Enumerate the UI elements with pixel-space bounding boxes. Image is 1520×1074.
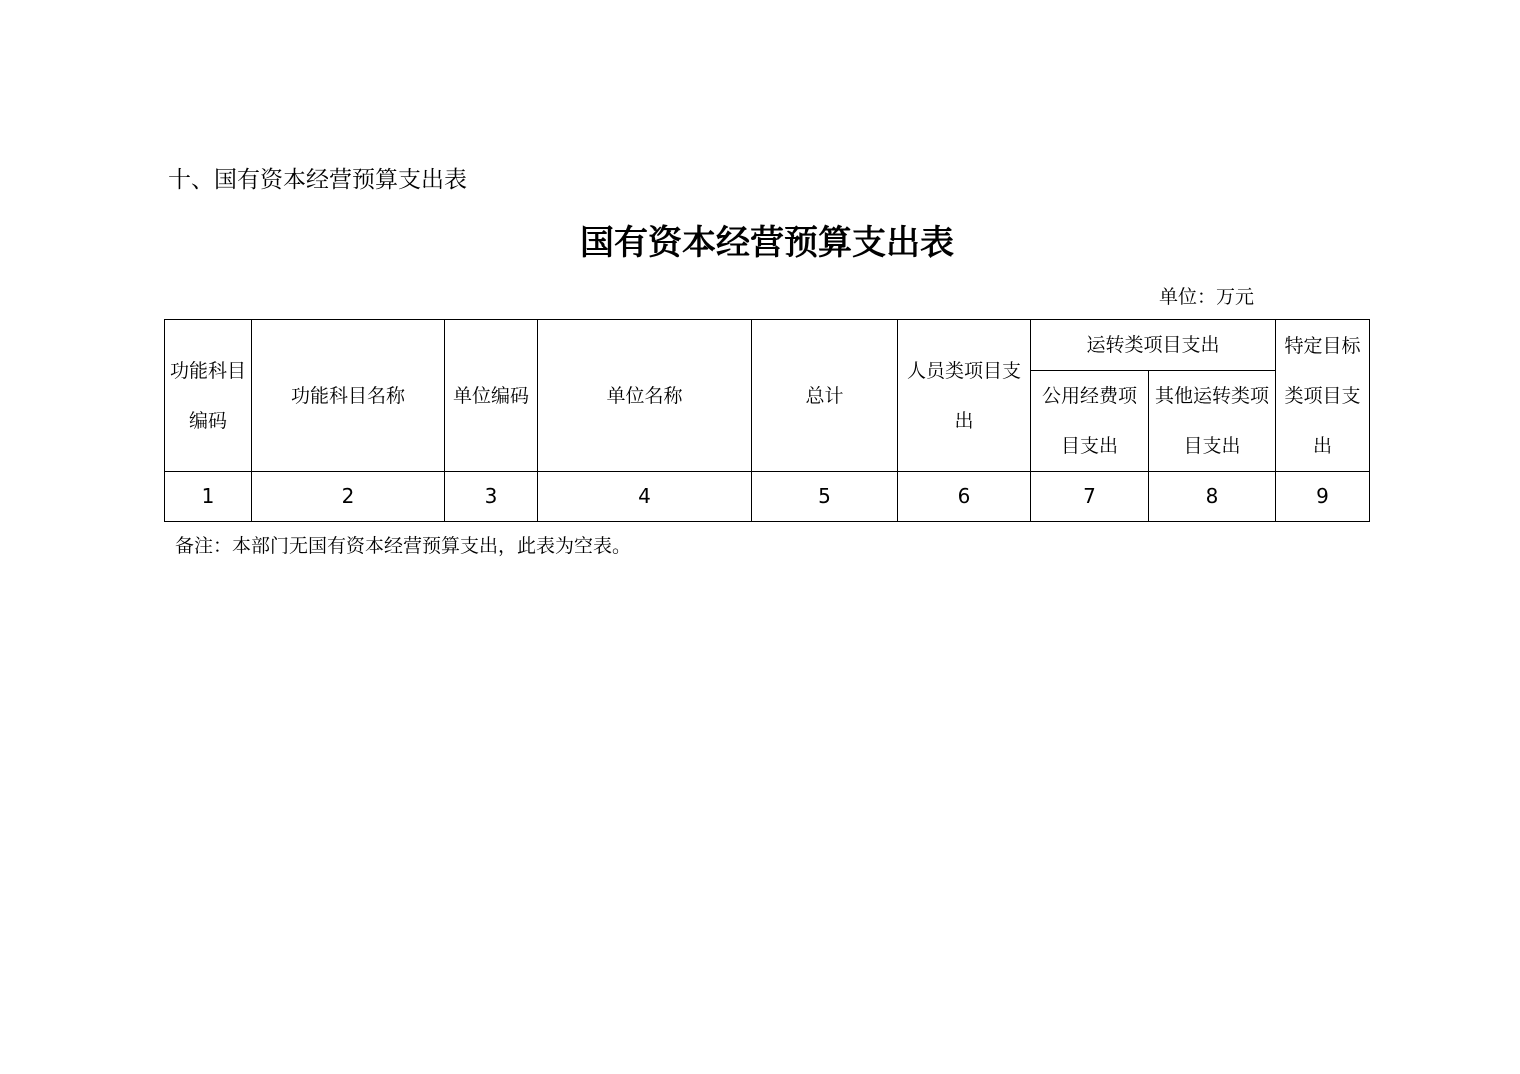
unit-label: 单位：万元 [1159,286,1255,308]
column-number-row [165,472,1370,522]
header-operating: 运转类项目支出 [1031,320,1276,371]
header-func-code: 功能科目编码 [165,320,252,472]
column-number: 3 [445,472,538,522]
table-note: 备注：本部门无国有资本经营预算支出，此表为空表。 [175,535,632,557]
column-number: 8 [1149,472,1276,522]
header-func-name: 功能科目名称 [252,320,445,472]
header-unit-name: 单位名称 [538,320,752,472]
column-number: 1 [165,472,252,522]
column-number: 4 [538,472,752,522]
column-number: 5 [752,472,898,522]
header-public-funds: 公用经费项目支出 [1031,371,1149,472]
header-total: 总计 [752,320,898,472]
header-personnel: 人员类项目支出 [898,320,1031,472]
section-heading: 十、国有资本经营预算支出表 [168,167,467,193]
page-title: 国有资本经营预算支出表 [580,223,954,263]
header-other-operating: 其他运转类项目支出 [1149,371,1276,472]
budget-table [164,319,1370,522]
header-unit-code: 单位编码 [445,320,538,472]
column-number: 2 [252,472,445,522]
header-row-top [165,320,1370,371]
header-specific: 特定目标类项目支出 [1276,320,1370,472]
column-number: 6 [898,472,1031,522]
column-number: 7 [1031,472,1149,522]
column-number: 9 [1276,472,1370,522]
